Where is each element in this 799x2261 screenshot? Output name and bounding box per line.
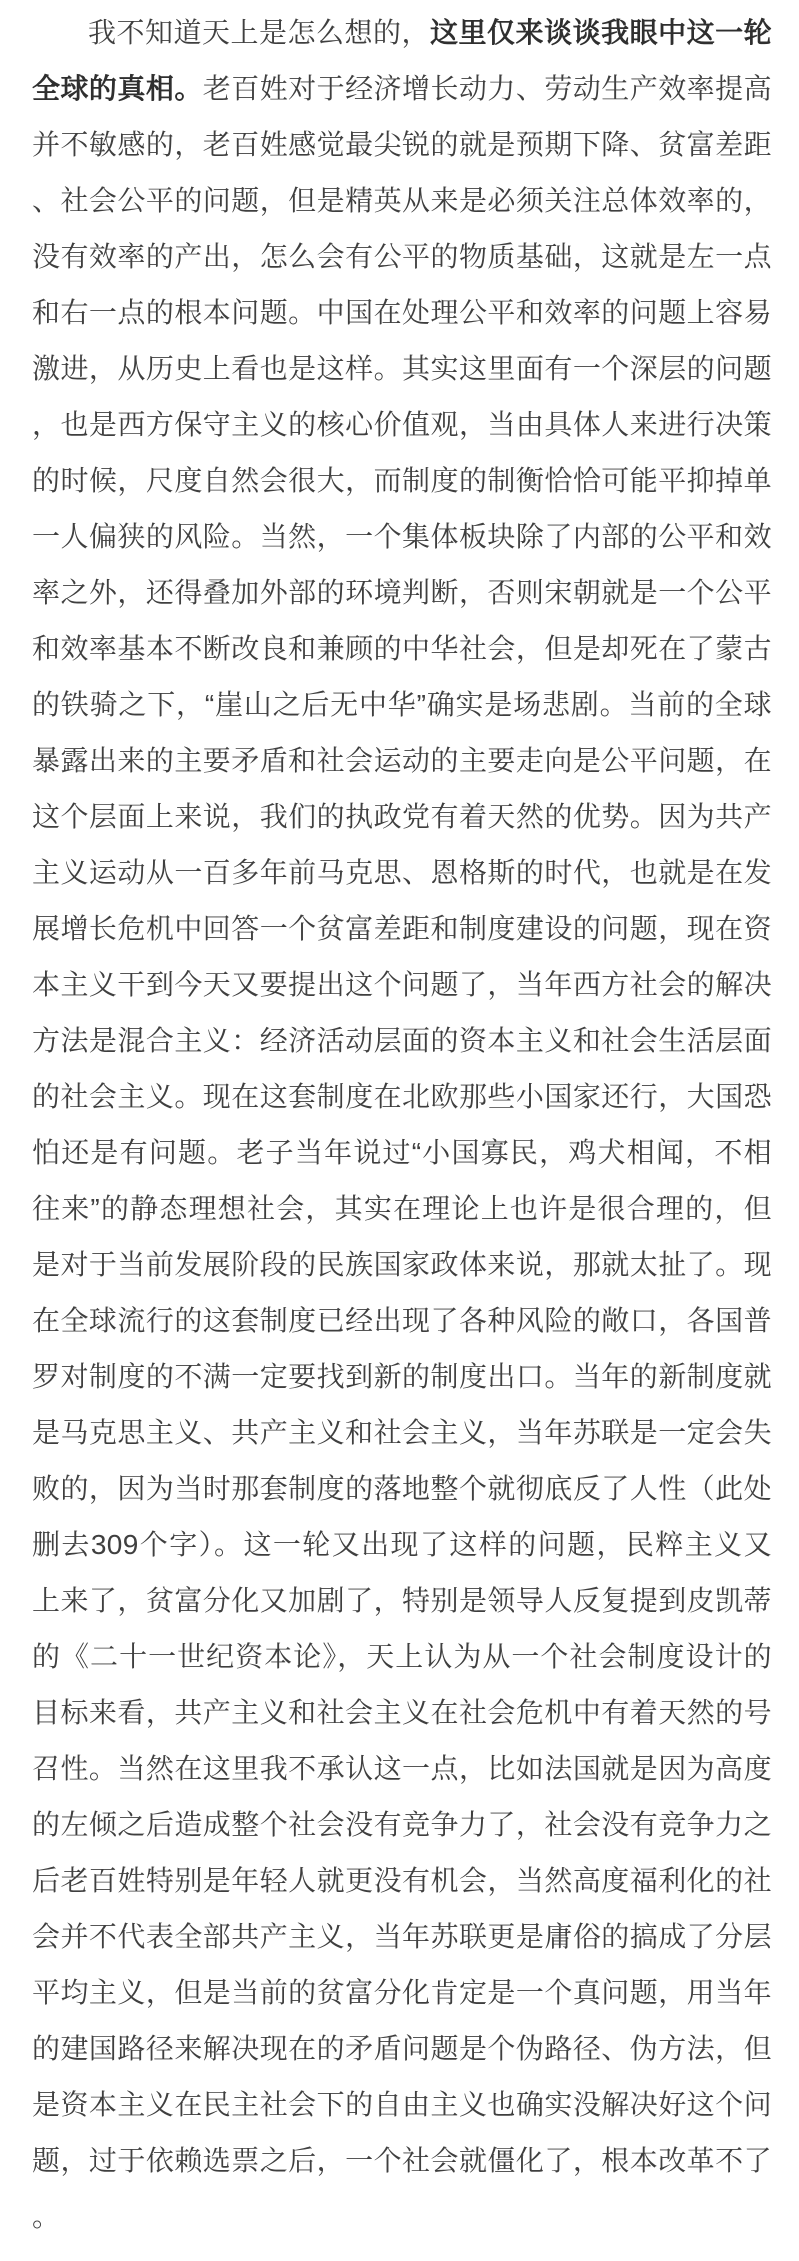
- paragraph-segment: 我不知道天上是怎么想的，: [88, 17, 431, 48]
- article-paragraph: [32, 5, 772, 2245]
- paragraph-segment: 老百姓对于经济增长动力、劳动生产效率提高并不敏感的，老百姓感觉最尖锐的就是预期下降、贫富差距、社会公平的问题，但是精英从来是必须关注总体效率的，没有效率的产出，怎么会有公平的物质基础，这就是左一点和右一点的根本问题。中国在处理公平和效率的问题上容易激进，从历史上看也是这样。其实这里面有一个深层的问题，也是西方保守主义的核心价值观，当由具体人来进行决策的时候，尺度自然会很大，而制度的制衡恰恰可能平抑掉单一人偏狭的风险。当然，一个集体板块除了内部的公平和效率之外，还得叠加外部的环境判断，否则宋朝就是一个公平和效率基本不断改良和兼顾的中华社会，但是却死在了蒙古的铁骑之下，“崖山之后无中华”确实是场悲剧。当前的全球暴露出来的主要矛盾和社会运动的主要走向是公平问题，在这个层面上来说，我们的执政党有着天然的优势。因为共产主义运动从一百多年前马克思、恩格斯的时代，也就是在发展增长危机中回答一个贫富差距和制度建设的问题，现在资本主义干到今天又要提出这个问题了，当年西方社会的解决方法是混合主义：经济活动层面的资本主义和社会生活层面的社会主义。现在这套制度在北欧那些小国家还行，大国恐怕还是有问题。老子当年说过“小国寡民，鸡犬相闻，不相往来”的静态理想社会，其实在理论上也许是很合理的，但是对于当前发展阶段的民族国家政体来说，那就太扯了。现在全球流行的这套制度已经出现了各种风险的敞口，各国普罗对制度的不满一定要找到新的制度出口。当年的新制度就是马克思主义、共产主义和社会主义，当年苏联是一定会失败的，因为当时那套制度的落地整个就彻底反了人性（此处删去309个字）。这一轮又出现了这样的问题，民粹主义又上来了，贫富分化又加剧了，特别是领导人反复提到皮凯蒂的《二十一世纪资本论》，天上认为从一个社会制度设计的目标来看，共产主义和社会主义在社会危机中有着天然的号召性。当然在这里我不承认这一点，比如法国就是因为高度的左倾之后造成整个社会没有竞争力了，社会没有竞争力之后老百姓特别是年轻人就更没有机会，当然高度福利化的社会并不代表全部共产主义，当年苏联更是庸俗的搞成了分层平均主义，但是当前的贫富分化肯定是一个真问题，用当年的建国路径来解决现在的矛盾问题是个伪路径、伪方法，但是资本主义在民主社会下的自由主义也确实没解决好这个问题，过于依赖选票之后，一个社会就僵化了，根本改革不了。: [32, 73, 772, 2232]
- paragraph-segment-bold: 这里仅来谈谈我眼中这一轮全球的真相。: [32, 17, 772, 104]
